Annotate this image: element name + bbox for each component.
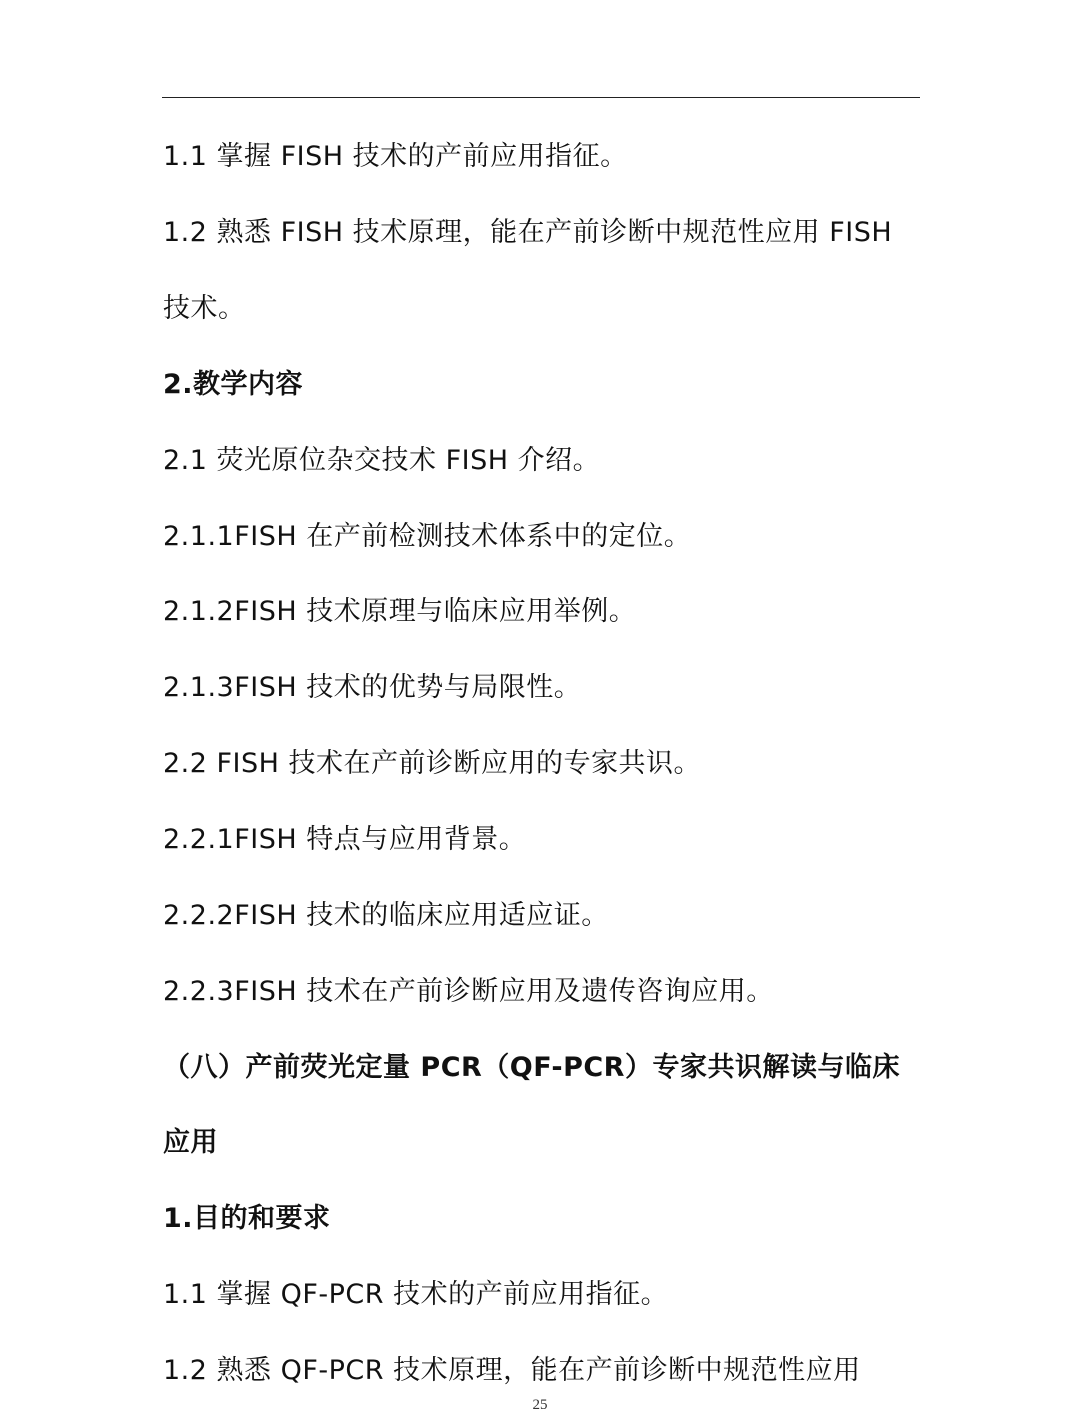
text-line: 1.2 熟悉 QF-PCR 技术原理，能在产前诊断中规范性应用: [163, 1355, 861, 1386]
text-line: 2.1.1FISH 在产前检测技术体系中的定位。: [163, 521, 692, 552]
section-heading: 1.目的和要求: [163, 1203, 331, 1234]
text-line: 2.2 FISH 技术在产前诊断应用的专家共识。: [163, 748, 702, 779]
text-line: 1.1 掌握 FISH 技术的产前应用指征。: [163, 141, 628, 172]
text-line: 2.2.2FISH 技术的临床应用适应证。: [163, 900, 609, 931]
text-line: 2.1 荧光原位杂交技术 FISH 介绍。: [163, 445, 601, 476]
header-rule: [162, 97, 920, 98]
text-line: 1.1 掌握 QF-PCR 技术的产前应用指征。: [163, 1279, 669, 1310]
section-heading: （八）产前荧光定量 PCR（QF-PCR）专家共识解读与临床: [163, 1052, 900, 1083]
page-number: 25: [532, 1397, 548, 1413]
text-line: 2.2.3FISH 技术在产前诊断应用及遗传咨询应用。: [163, 976, 774, 1007]
section-heading: 应用: [163, 1127, 218, 1158]
section-heading: 2.教学内容: [163, 369, 304, 400]
text-line: 2.2.1FISH 特点与应用背景。: [163, 824, 527, 855]
text-line: 1.2 熟悉 FISH 技术原理，能在产前诊断中规范性应用 FISH: [163, 217, 893, 248]
text-line: 2.1.3FISH 技术的优势与局限性。: [163, 672, 582, 703]
text-line: 技术。: [163, 293, 246, 324]
text-line: 2.1.2FISH 技术原理与临床应用举例。: [163, 596, 637, 627]
